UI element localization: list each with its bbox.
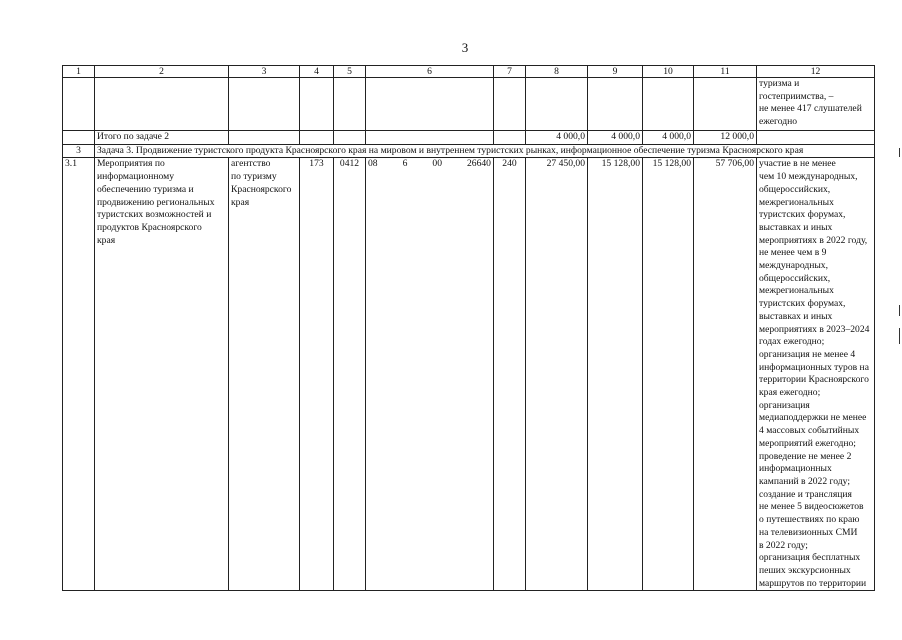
program-table [62, 65, 875, 591]
continuation-row [63, 78, 875, 131]
page-number: 3 [461, 40, 469, 55]
item-number: 3.1 [63, 158, 95, 591]
item-col10: 15 128,00 [643, 158, 694, 591]
item-csr [366, 158, 494, 591]
total-col9: 4 000,0 [588, 131, 643, 145]
column-number: 8 [526, 66, 588, 78]
column-number: 11 [694, 66, 757, 78]
column-number: 9 [588, 66, 643, 78]
total-row [63, 131, 875, 145]
column-number: 1 [63, 66, 95, 78]
column-number: 6 [366, 66, 494, 78]
item-executor: агентство по туризму Красноярского края [229, 158, 300, 591]
column-number: 7 [494, 66, 526, 78]
csr-part: 6 [402, 158, 408, 170]
item-col11: 57 706,00 [694, 158, 757, 591]
column-number-row [63, 66, 875, 78]
column-number: 4 [300, 66, 334, 78]
column-number: 10 [643, 66, 694, 78]
task-row [63, 144, 875, 158]
task-number: 3 [63, 144, 95, 158]
item-col9: 15 128,00 [588, 158, 643, 591]
item-vr: 240 [494, 158, 526, 591]
item-result: участие в не менее чем 10 международных, общероссийских, межрегиональных туристских форумах, выставках и иных мероприятиях в 2022 году, не менее чем в 9 международных, общероссийских, межрегиональных туристских форумах, выставках и иных мероприятиях в 2023–2024 годах ежегодно; организация не менее 4 информационных туров на территории Красноярского края ежегодно; организация медиаподдержки не менее 4 массовых событийных мероприятий ежегодно; проведение не менее 2 информационных кампаний в 2022 году; создание и трансляция не менее 5 видеосюжетов о путешествиях по краю на телевизионных СМИ в 2022 году; организация бесплатных пеших экскурсионных маршрутов по территории [757, 158, 875, 591]
scan-mark [899, 305, 900, 316]
csr-part: 26640 [466, 158, 491, 170]
total-col11: 12 000,0 [694, 131, 757, 145]
total-col8: 4 000,0 [526, 131, 588, 145]
item-name: Мероприятия по информационному обеспечению туризма и продвижению региональных туристских возможностей и продуктов Красноярского края [95, 158, 229, 591]
total-label: Итого по задаче 2 [95, 131, 229, 145]
total-col10: 4 000,0 [643, 131, 694, 145]
csr-part: 08 [368, 158, 378, 170]
column-number: 12 [757, 66, 875, 78]
scan-mark [899, 328, 900, 344]
column-number: 2 [95, 66, 229, 78]
column-number: 5 [334, 66, 366, 78]
item-rzpr: 0412 [334, 158, 366, 591]
item-row [63, 158, 875, 591]
item-col8: 27 450,00 [526, 158, 588, 591]
column-number: 3 [229, 66, 300, 78]
task-title: Задача 3. Продвижение туристского продукта Красноярского края на мировом и внутреннем туристских рынках, информационное обеспечение туризма Красноярского края [95, 144, 875, 158]
csr-part: 00 [432, 158, 442, 170]
scan-mark [899, 148, 900, 157]
continuation-result: туризма и гостеприимства, – не менее 417 слушателей ежегодно [757, 78, 875, 131]
item-grbs: 173 [300, 158, 334, 591]
